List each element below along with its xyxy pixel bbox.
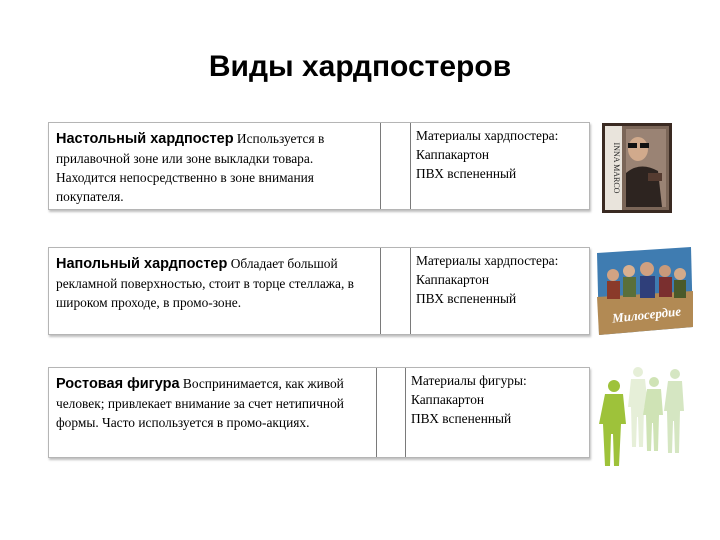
description-cell <box>49 368 377 457</box>
materials-cell <box>406 368 589 457</box>
description-cell <box>49 123 381 209</box>
table-poster-image <box>602 123 672 213</box>
poster-type-heading: Ростовая фигура <box>56 376 180 392</box>
materials-cell <box>411 123 589 209</box>
empty-cell <box>381 123 411 209</box>
poster-type-row-desktop <box>48 122 590 210</box>
materials-label: Материалы хардпостера: <box>416 128 559 143</box>
material-item: Каппакартон <box>416 272 490 287</box>
material-item: Каппакартон <box>411 392 485 407</box>
material-item: ПВХ вспененный <box>416 291 517 306</box>
floor-poster-text: Милосердие <box>611 303 682 326</box>
material-item: ПВХ вспененный <box>411 411 512 426</box>
poster-type-heading: Настольный хардпостер <box>56 131 234 147</box>
poster-type-row-floor <box>48 247 590 335</box>
materials-label: Материалы фигуры: <box>411 373 527 388</box>
materials-label: Материалы хардпостера: <box>416 253 559 268</box>
empty-cell <box>377 368 406 457</box>
poster-type-description: Используется в прилавочной зоне или зоне выкладки товара. Находится непосредственно в зоне внимания покупателя. <box>56 131 325 204</box>
poster-type-description: Воспринимается, как живой человек; привлекает внимание за счет нетипичной формы. Часто используется в промо-акциях. <box>56 376 344 430</box>
description-cell <box>49 248 381 334</box>
poster-type-description: Обладает большой рекламной поверхностью, стоит в торце стеллажа, в широком проходе, в промо-зоне. <box>56 256 354 310</box>
standing-figures-image <box>592 362 692 470</box>
page-title: Виды хардпостеров <box>208 50 512 83</box>
poster-type-row-figure <box>48 367 590 458</box>
table-poster-text: INNA MARCO <box>612 142 621 194</box>
poster-type-heading: Напольный хардпостер <box>56 256 228 272</box>
empty-cell <box>381 248 411 334</box>
floor-poster-image <box>595 247 695 339</box>
material-item: ПВХ вспененный <box>416 166 517 181</box>
material-item: Каппакартон <box>416 147 490 162</box>
materials-cell <box>411 248 589 334</box>
